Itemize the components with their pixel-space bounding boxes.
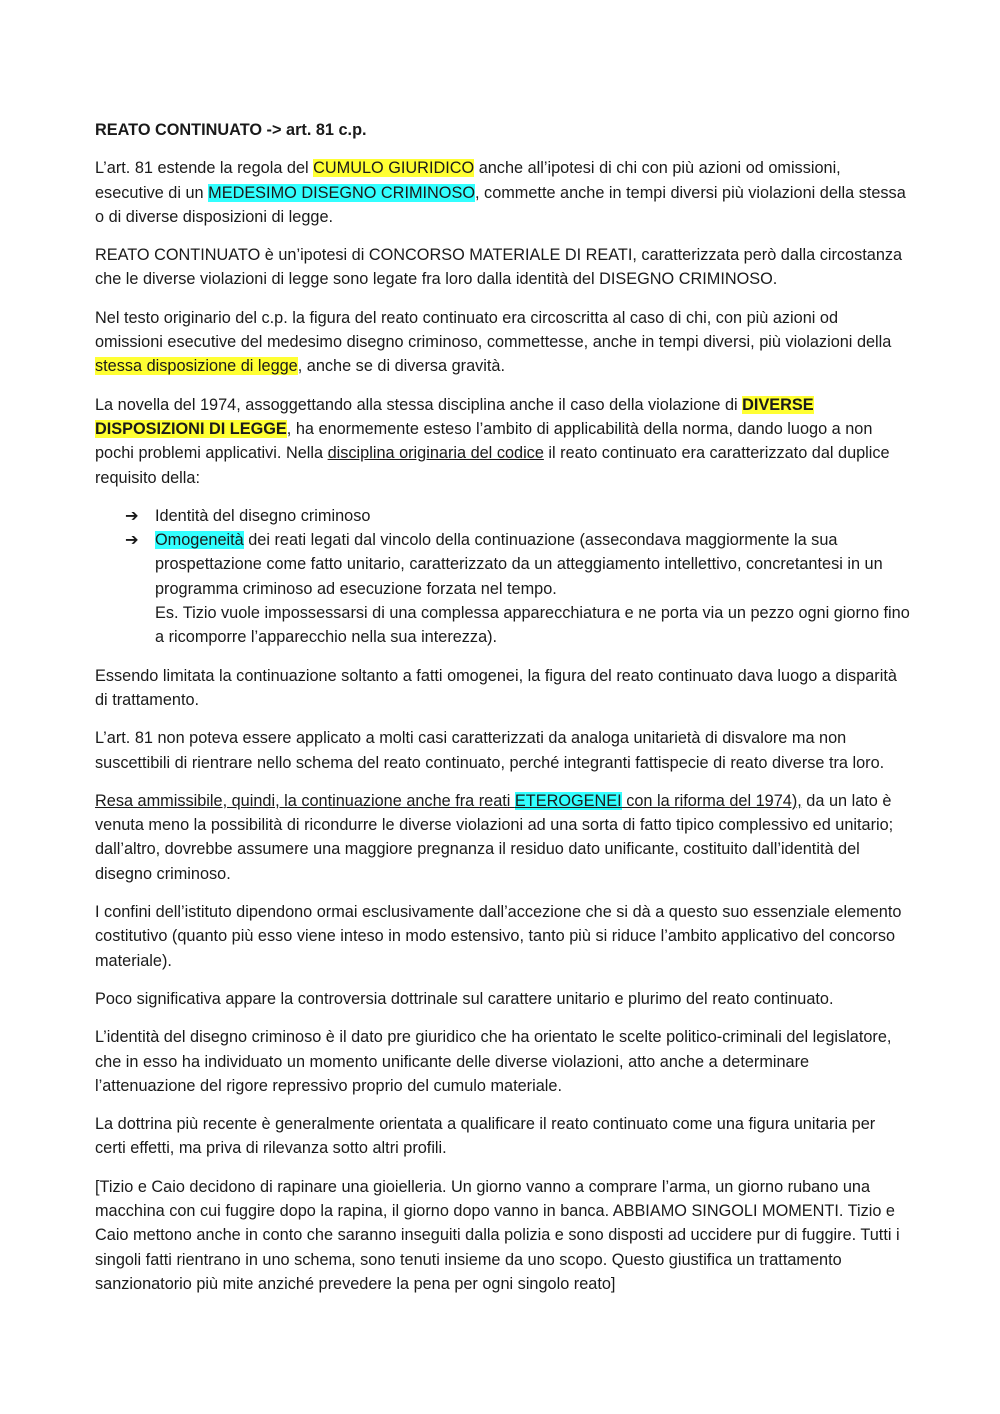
paragraph-10: L’identità del disegno criminoso è il dato pre giuridico che ha orientato le scelte politico-criminali del legislatore, che in esso ha individuato un momento unificante delle diverse violazioni, atto anche a determinare l’attenuazione del rigore repressivo proprio del cumulo materiale. bbox=[95, 1028, 892, 1095]
paragraph-7 bbox=[95, 789, 910, 886]
highlight-eterogenei: ETEROGENEI bbox=[514, 791, 622, 810]
paragraph-12: [Tizio e Caio decidono di rapinare una gioielleria. Un giorno vanno a comprare l’arma, un giorno rubano una macchina con cui fuggire dopo la rapina, il giorno dopo vanno in banca. ABBIAMO SINGOLI MOMENTI. Tizio e Caio mettono anche in conto che saranno inseguiti dalla polizia e sono disposti ad uccidere pur di fuggire. Tutti i singoli fatti rientrano in uno schema, sono tenuti insieme da uno scopo. Questo giustifica un trattamento sanzionatorio più mite anziché prevedere la pena per ogni singolo reato] bbox=[95, 1177, 900, 1293]
list-item-text: Identità del disegno criminoso bbox=[155, 506, 371, 525]
text-run: da un lato è venuta meno la possibilità di ricondurre le diverse violazioni ad una sorta di fatto tipico complessivo ed unitario; dall’altro, dovrebbe assumere una maggiore pregnanza il residuo dato unificante, costituito dall’identità del disegno criminoso. bbox=[95, 791, 894, 883]
text-run: anche all’ipotesi di chi con più azioni od omissioni, esecutive di un bbox=[95, 159, 841, 202]
text-run: , anche se di diversa gravità. bbox=[297, 357, 505, 376]
highlight-omogeneita: Omogeneità bbox=[155, 531, 244, 550]
list-item-example: Es. Tizio vuole impossessarsi di una complessa apparecchiatura e ne porta via un pezzo ogni giorno fino a ricomporre l’apparecchio nella sua interezza). bbox=[155, 604, 910, 647]
text-run: , ha enormemente esteso l’ambito di applicabilità della norma, dando luogo a non pochi problemi applicativi. Nella bbox=[95, 419, 873, 463]
highlight-diverse-disposizioni: DIVERSE DISPOSIZIONI DI LEGGE bbox=[95, 395, 814, 438]
paragraph-9: Poco significativa appare la controversia dottrinale sul carattere unitario e plurimo del reato continuato. bbox=[95, 989, 834, 1008]
highlight-cumulo-giuridico: CUMULO GIURIDICO bbox=[313, 159, 475, 178]
document-title: REATO CONTINUATO -> art. 81 c.p. bbox=[95, 121, 367, 139]
underlined-text: Resa ammissibile, quindi, la continuazione anche fra reati bbox=[95, 791, 515, 810]
highlight-stessa-disposizione: stessa disposizione di legge bbox=[95, 357, 298, 376]
underlined-text: disciplina originaria del codice bbox=[327, 444, 544, 463]
paragraph-2: REATO CONTINUATO è un’ipotesi di CONCORSO MATERIALE DI REATI, caratterizzata però dalla circostanza che le diverse violazioni di legge sono legate fra loro dalla identità del DISEGNO CRIMINOSO. bbox=[95, 246, 903, 289]
underlined-text: con la riforma del 1974), bbox=[621, 791, 802, 810]
text-run: La novella del 1974, assoggettando alla stessa disciplina anche il caso della violazione di bbox=[95, 395, 743, 414]
text-run: il reato continuato era caratterizzato dal duplice requisito della: bbox=[95, 444, 890, 487]
list-item bbox=[125, 528, 910, 649]
paragraph-5: Essendo limitata la continuazione soltanto a fatti omogenei, la figura del reato continuato dava luogo a disparità di trattamento. bbox=[95, 666, 897, 709]
paragraph-3 bbox=[95, 306, 910, 379]
arrow-icon: ➔ bbox=[125, 506, 139, 525]
list-item bbox=[125, 504, 910, 528]
paragraph-4 bbox=[95, 393, 910, 490]
list-item-text: dei reati legati dal vincolo della continuazione (assecondava maggiormente la sua prospettazione come fatto unitario, caratterizzato da un atteggiamento intellettivo, concretantesi in un programma criminoso ad esecuzione forzata nel tempo. bbox=[155, 531, 883, 598]
highlight-medesimo-disegno: MEDESIMO DISEGNO CRIMINOSO bbox=[208, 183, 475, 202]
requirements-list bbox=[95, 504, 910, 650]
paragraph-6: L’art. 81 non poteva essere applicato a molti casi caratterizzati da analoga unitarietà di disvalore ma non suscettibili di rientrare nello schema del reato continuato, perché integranti fattispecie di reato diverse tra loro. bbox=[95, 729, 885, 772]
arrow-icon: ➔ bbox=[125, 531, 139, 550]
text-run: , commette anche in tempi diversi più violazioni della stessa o di diverse disposizioni di legge. bbox=[95, 183, 906, 226]
paragraph-11: La dottrina più recente è generalmente orientata a qualificare il reato continuato come una figura unitaria per certi effetti, ma priva di rilevanza sotto altri profili. bbox=[95, 1115, 876, 1158]
text-run: L’art. 81 estende la regola del bbox=[95, 159, 314, 178]
paragraph-1 bbox=[95, 156, 910, 229]
document-body bbox=[95, 118, 910, 1310]
text-run: Nel testo originario del c.p. la figura del reato continuato era circoscritta al caso di chi, con più azioni od omissioni esecutive del medesimo disegno criminoso, commettesse, anche in tempi diversi, più violazioni della bbox=[95, 308, 892, 352]
paragraph-8: I confini dell’istituto dipendono ormai esclusivamente dall’accezione che si dà a questo suo essenziale elemento costitutivo (quanto più esso viene inteso in modo estensivo, tanto più si riduce l’ambito applicativo del concorso materiale). bbox=[95, 903, 902, 970]
